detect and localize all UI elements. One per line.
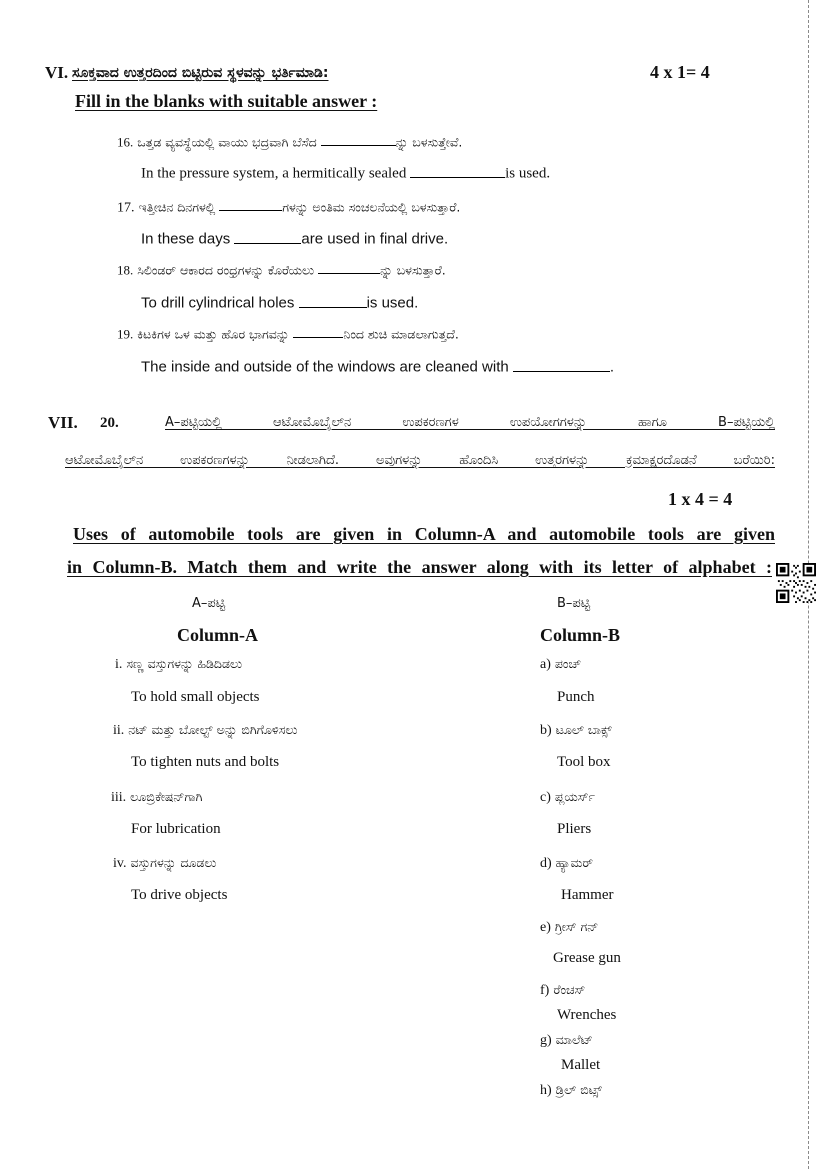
question-18-kannada (117, 259, 446, 280)
column-a-item-i-english: To hold small objects (131, 689, 260, 705)
item-text-kannada: ಗ್ರೀಸ್ ಗನ್ (554, 919, 599, 934)
column-b-item-h-kannada (540, 1080, 602, 1100)
question-number: 19. (117, 326, 134, 342)
column-b-label-kannada: B–ಪಟ್ಟಿ (557, 596, 591, 611)
section-vii-instruction-kannada-line-1: A–ಪಟ್ಟಿಯಲ್ಲಿ ಆಟೋಮೊಬೈಲ್‌ನ ಉಪಕರಣಗಳ ಉಪಯೋಗಗಳನ್ನು ಹಾಗೂ B–ಪಟ್ಟಿಯಲ್ಲಿ (165, 415, 775, 430)
column-b-item-a-kannada (540, 654, 581, 674)
question-text-before-blank: ಒತ್ತಡ ವ್ಯವಸ್ಥೆಯಲ್ಲಿ ವಾಯು ಭದ್ರವಾಗಿ ಬೆಸೆದ (137, 134, 321, 150)
question-20-number: 20. (100, 415, 119, 431)
question-text-after-blank: ನ್ನು ಬಳಸುತ್ತಾರೆ. (380, 262, 446, 278)
column-b-item-b-kannada (540, 720, 612, 740)
answer-blank (410, 163, 505, 178)
item-letter: g) (540, 1033, 552, 1048)
question-text-after-blank: . (609, 358, 615, 376)
item-letter: h) (540, 1083, 552, 1098)
section-vi-number: VI. (45, 63, 69, 82)
column-a-label-english: Column-A (177, 625, 259, 645)
question-text-before-blank: The inside and outside of the windows are cleaned with (141, 358, 513, 376)
item-text-kannada: ಮಾಲೆಟ್ (555, 1032, 593, 1047)
section-vii-instruction-english-line-1: Uses of automobile tools are given in Column-A and automobile tools are given (73, 524, 775, 544)
question-17-english (141, 229, 448, 249)
item-letter: b) (540, 723, 552, 738)
column-a-item-ii-kannada (113, 720, 297, 740)
question-text-after-blank: is used. (505, 165, 551, 182)
column-b-label-english: Column-B (540, 625, 621, 645)
item-letter: d) (540, 856, 552, 871)
question-text-before-blank: ಕಿಟಕಿಗಳ ಒಳ ಮತ್ತು ಹೊರ ಭಾಗವನ್ನು (137, 326, 294, 342)
question-16-kannada (117, 131, 462, 152)
question-19-english (141, 357, 614, 377)
item-text-kannada: ನಟ್ ಮತ್ತು ಬೋಲ್ಟ್ ಅನ್ನು ಬಿಗಿಗೊಳಿಸಲು (128, 722, 298, 737)
column-a-item-iii-kannada (111, 787, 202, 807)
column-b-item-g-english: Mallet (561, 1057, 601, 1073)
item-number: iii. (111, 790, 127, 805)
column-a-label-kannada: A–ಪಟ್ಟಿ (192, 596, 226, 611)
answer-blank (318, 259, 380, 274)
section-vi-heading-english: Fill in the blanks with suitable answer : (75, 91, 378, 111)
question-text-after-blank: is used. (366, 294, 419, 312)
answer-blank (299, 293, 367, 308)
section-vii-marks: 1 x 4 = 4 (668, 489, 733, 509)
column-b-item-f-kannada (540, 980, 585, 1000)
column-b-item-f-english: Wrenches (557, 1007, 617, 1023)
item-number: iv. (113, 856, 127, 871)
question-text-after-blank: ನ್ನು ಬಳಸುತ್ತೇವೆ. (395, 134, 463, 150)
question-text-after-blank: ಗಳನ್ನು ಅಂತಿಮ ಸಂಚಲನೆಯಲ್ಲಿ ಬಳಸುತ್ತಾರೆ. (282, 199, 461, 215)
column-b-item-e-kannada (540, 917, 598, 937)
item-text-kannada: ಟೂಲ್ ಬಾಕ್ಸ್ (555, 722, 612, 737)
question-text-before-blank: In these days (141, 230, 235, 248)
column-b-item-g-kannada (540, 1030, 593, 1050)
answer-blank (219, 196, 282, 211)
column-b-item-d-english: Hammer (561, 887, 614, 903)
item-text-kannada: ಪ್ಲಯರ್ಸ್ (554, 789, 595, 804)
column-b-item-c-kannada (540, 787, 595, 807)
item-text-kannada: ಪಂಚ್ (554, 656, 582, 671)
column-b-item-e-english: Grease gun (553, 950, 621, 966)
item-letter: c) (540, 790, 551, 805)
answer-blank (513, 357, 610, 372)
item-letter: e) (540, 920, 551, 935)
item-text-kannada: ಹ್ಯಾಮರ್ (555, 855, 594, 870)
column-b-item-b-english: Tool box (557, 754, 611, 770)
question-text-after-blank: are used in final drive. (301, 230, 449, 248)
question-text-before-blank: In the pressure system, a hermitically sealed (141, 165, 411, 182)
column-b-item-d-kannada (540, 853, 593, 873)
item-number: i. (115, 657, 123, 672)
answer-blank (321, 131, 396, 146)
item-text-kannada: ಡ್ರಿಲ್ ಬಿಟ್ಸ್ (555, 1082, 603, 1097)
question-19-kannada (117, 323, 459, 344)
column-a-item-iii-english: For lubrication (131, 821, 221, 837)
question-text-before-blank: ಇತ್ತೀಚಿನ ದಿನಗಳಲ್ಲಿ (138, 199, 220, 215)
item-letter: a) (540, 657, 551, 672)
section-vii-number: VII. (48, 413, 78, 432)
question-text-after-blank: ನಿಂದ ಶುಚಿ ಮಾಡಲಾಗುತ್ತದೆ. (343, 326, 459, 342)
question-number: 16. (117, 134, 134, 150)
qr-code (776, 562, 816, 604)
answer-blank (293, 323, 343, 338)
column-a-item-i-kannada (115, 654, 242, 674)
question-17-kannada (117, 196, 460, 217)
column-a-item-ii-english: To tighten nuts and bolts (131, 754, 280, 770)
question-number: 17. (117, 200, 135, 216)
item-text-kannada: ರೆಂಚಸ್ (553, 982, 586, 997)
section-vii-instruction-english-line-2: in Column-B. Match them and write the answer along with its letter of alphabet : (67, 557, 772, 577)
question-18-english (141, 293, 418, 313)
item-text-kannada: ಸಣ್ಣ ವಸ್ತುಗಳನ್ನು ಹಿಡಿದಿಡಲು (126, 656, 243, 671)
item-letter: f) (540, 983, 550, 998)
section-vi-marks: 4 x 1= 4 (650, 62, 710, 82)
question-text-before-blank: To drill cylindrical holes (141, 294, 299, 312)
column-a-item-iv-english: To drive objects (131, 887, 228, 903)
question-text-before-blank: ಸಿಲಿಂಡರ್ ಆಕಾರದ ರಂಧ್ರಗಳನ್ನು ಕೊರೆಯಲು (137, 262, 319, 278)
section-vi-heading-kannada: ಸೂಕ್ತವಾದ ಉತ್ತರದಿಂದ ಬಿಟ್ಟಿರುವ ಸ್ಥಳವನ್ನು ಭರ್ತಿಮಾಡಿ: (72, 65, 329, 81)
column-a-item-iv-kannada (113, 853, 216, 873)
column-b-item-a-english: Punch (557, 689, 595, 705)
section-vii-instruction-kannada-line-2: ಆಟೋಮೊಬೈಲ್‌ನ ಉಪಕರಣಗಳನ್ನು ನೀಡಲಾಗಿದೆ. ಅವುಗಳನ್ನು ಹೊಂದಿಸಿ ಉತ್ತರಗಳನ್ನು ಕ್ರಮಾಕ್ಷರದೊಡನೆ ಬರೆಯಿರಿ: (65, 453, 775, 468)
item-text-kannada: ವಸ್ತುಗಳನ್ನು ದೂಡಲು (130, 855, 217, 870)
column-b-item-c-english: Pliers (557, 821, 592, 837)
item-text-kannada: ಲೂಬ್ರಿಕೇಷನ್‌ಗಾಗಿ (130, 789, 203, 804)
question-16-english (141, 163, 550, 183)
item-number: ii. (113, 723, 125, 738)
question-number: 18. (117, 262, 134, 278)
answer-blank (234, 229, 301, 244)
